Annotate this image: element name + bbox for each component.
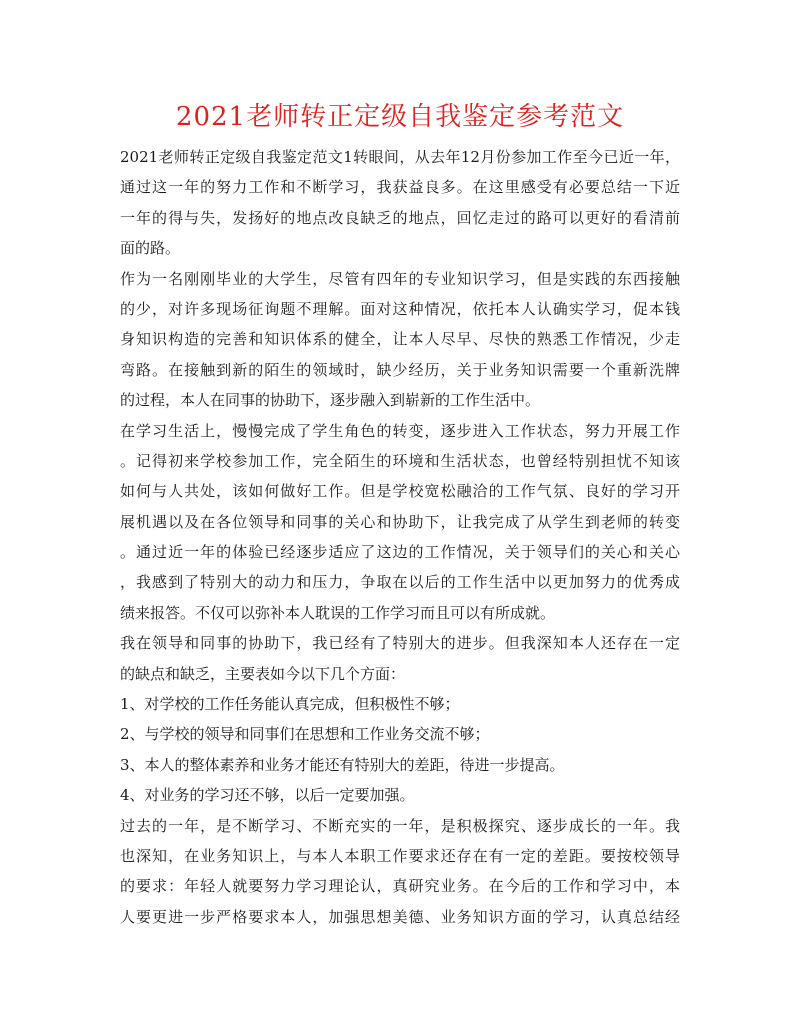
body-text-line: 的要求：年轻人就要努力学习理论认，真研究业务。在今后的工作和学习中，本	[120, 877, 680, 896]
body-text-line: 展机遇以及在各位领导和同事的关心和协助下，让我完成了从学生到老师的转变	[120, 512, 680, 531]
body-text-line: 在学习生活上，慢慢完成了学生角色的转变，逐步进入工作状态，努力开展工作	[120, 421, 680, 440]
body-text-line: 4、对业务的学习还不够，以后一定要加强。	[120, 786, 415, 805]
body-text-line: 身知识构造的完善和知识体系的健全，让本人尽早、尽快的熟悉工作情况，少走	[120, 330, 680, 349]
body-text-line: 通过这一年的努力工作和不断学习，我获益良多。在这里感受有必要总结一下近	[120, 178, 680, 197]
body-text-line: 。通过近一年的体验已经逐步适应了这边的工作情况，关于领导们的关心和关心	[120, 543, 680, 562]
body-text-line: 绩来报答。不仅可以弥补本人耽误的工作学习而且可以有所成就。	[120, 603, 556, 622]
body-text-line: 一年的得与失，发扬好的地点改良缺乏的地点，回忆走过的路可以更好的看清前	[120, 208, 680, 227]
body-text-line: ，我感到了特别大的动力和压力，争取在以后的工作生活中以更加努力的优秀成	[120, 573, 680, 592]
body-text-line: 1、对学校的工作任务能认真完成，但积极性不够；	[120, 695, 460, 714]
body-text-line: 我在领导和同事的协助下，我已经有了特别大的进步。但我深知本人还存在一定	[120, 634, 680, 653]
document-body	[120, 142, 680, 932]
body-text-line: 作为一名刚刚毕业的大学生，尽管有四年的专业知识学习，但是实践的东西接触	[120, 269, 680, 288]
body-text-line: 的缺点和缺乏，主要表如今以下几个方面：	[120, 664, 406, 683]
body-text-line: 3、本人的整体素养和业务才能还有特别大的差距，待进一步提高。	[120, 755, 565, 774]
document-title: 2021老师转正定级自我鉴定参考范文	[175, 102, 625, 132]
body-text-line: 也深知，在业务知识上，与本人本职工作要求还存在有一定的差距。要按校领导	[120, 846, 680, 865]
body-text-line: 的少，对许多现场征询题不理解。面对这种情况，依托本人认确实学习，促本钱	[120, 299, 680, 318]
body-text-line: 面的路。	[120, 239, 181, 258]
body-text-line: 过去的一年，是不断学习、不断充实的一年，是积极探究、逐步成长的一年。我	[120, 816, 680, 835]
body-text-line: 2021老师转正定级自我鉴定范文1转眼间，从去年12月份参加工作至今已近一年，	[120, 148, 680, 166]
body-text-line: 2、与学校的领导和同事们在思想和工作业务交流不够；	[120, 725, 490, 744]
body-text-line: 人要更进一步严格要求本人，加强思想美德、业务知识方面的学习，认真总结经	[120, 907, 680, 926]
body-text-line: 的过程，本人在同事的协助下，逐步融入到崭新的工作生活中。	[120, 391, 541, 410]
body-text-line: 如何与人共处，该如何做好工作。但是学校宽松融洽的工作气氛、良好的学习开	[120, 482, 680, 501]
body-text-line: 弯路。在接触到新的陌生的领域时，缺少经历，关于业务知识需要一个重新洗牌	[120, 360, 680, 379]
body-text-line: 。记得初来学校参加工作，完全陌生的环境和生活状态，也曾经特别担忧不知该	[120, 451, 680, 470]
